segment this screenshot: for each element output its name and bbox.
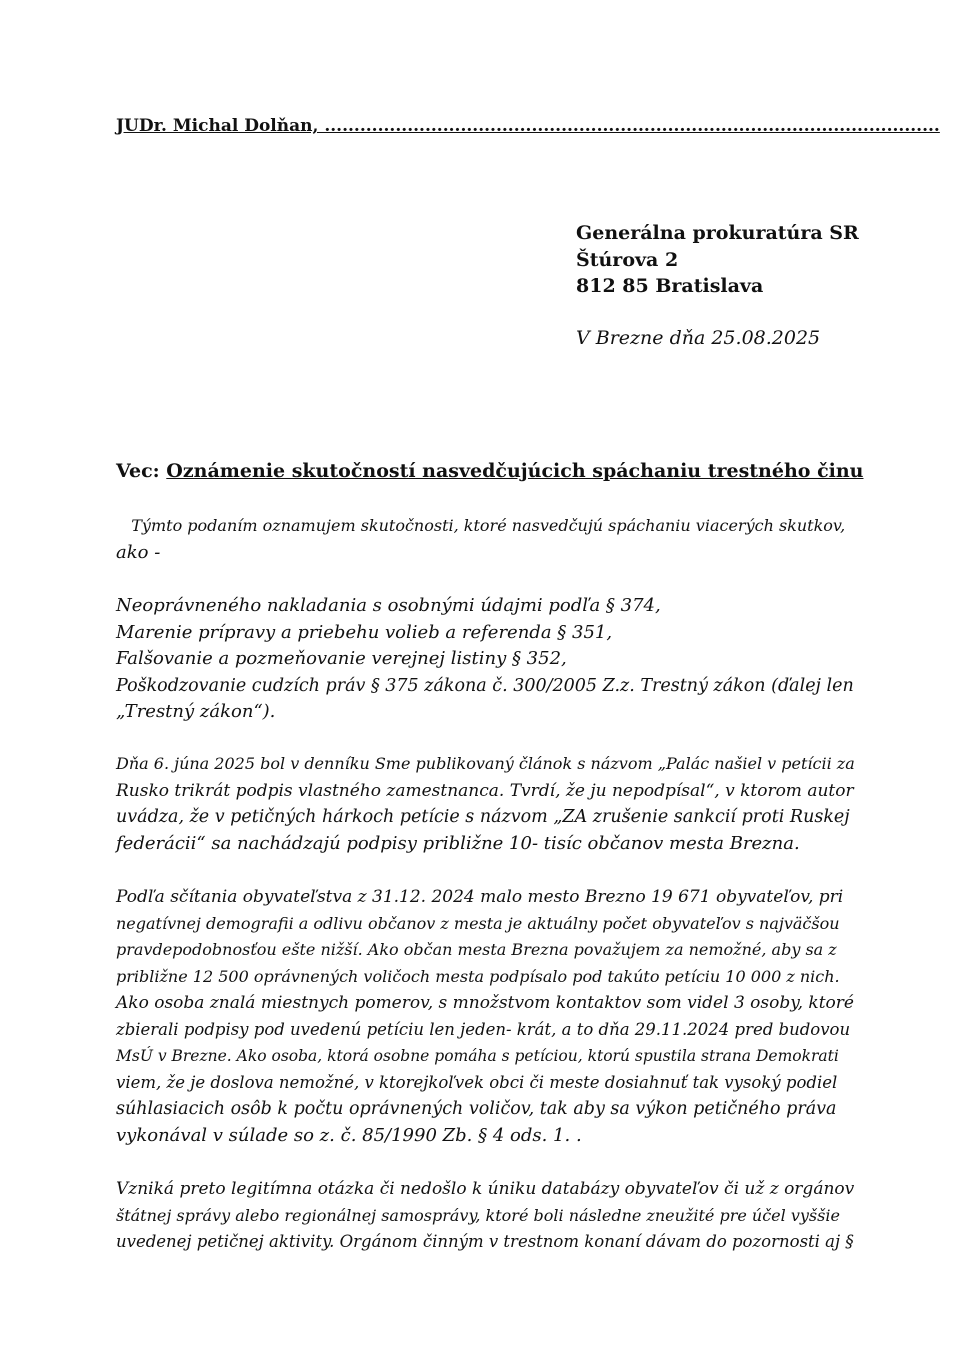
paragraph-database	[116, 1176, 856, 1256]
text-line: ako -	[116, 541, 161, 563]
offense-item: „Trestný zákon“).	[116, 701, 276, 722]
text-line: Týmto podaním oznamujem skutočnosti, ktoré nasvedčujú spáchaniu viacerých skutkov,	[116, 516, 846, 535]
text-line: Dňa 6. júna 2025 bol v denníku Sme publikovaný článok s názvom „Palác našiel v petícii za	[116, 754, 855, 773]
intro-paragraph	[116, 513, 856, 566]
text-line: Ako osoba znalá miestnych pomerov, s množstvom kontaktov som videl 3 osoby, ktoré	[116, 993, 854, 1013]
recipient-line: 812 85 Bratislava	[576, 275, 764, 297]
text-line: uvádza, že v petičných hárkoch petície s názvom „ZA zrušenie sankcií proti Ruskej	[116, 807, 850, 827]
recipient-address	[576, 220, 859, 300]
text-line: uvedenej petičnej aktivity. Orgánom činným v trestnom konaní dávam do pozornosti aj §	[116, 1232, 854, 1251]
text-line: pravdepodobnosťou ešte nižší. Ako občan mesta Brezna považujem za nemožné, aby sa z	[116, 940, 837, 959]
offenses-list	[116, 593, 856, 726]
text-line: zbierali podpisy pod uvedenú petíciu len jeden- krát, a to dňa 29.11.2024 pred budovou	[116, 1019, 851, 1039]
place-date: V Brezne dňa 25.08.2025	[576, 327, 821, 349]
paragraph-census	[116, 884, 856, 1149]
text-line: viem, že je doslova nemožné, v ktorejkoľvek obci či meste dosiahnuť tak vysoký podiel	[116, 1072, 838, 1092]
offense-item: Falšovanie a pozmeňovanie verejnej listiny § 352,	[116, 648, 567, 669]
paragraph-article	[116, 751, 856, 857]
text-line: federácii“ sa nachádzajú podpisy približne 10- tisíc občanov mesta Brezna.	[116, 832, 800, 854]
text-line: Rusko trikrát podpis vlastného zamestnanca. Tvrdí, že ju nepodpísal“, v ktorom autor	[116, 780, 854, 801]
subject-text: Oznámenie skutočností nasvedčujúcich spáchaniu trestného činu	[166, 460, 864, 482]
subject-label: Vec:	[116, 460, 167, 482]
sender-name: JUDr. Michal Dolňan, ........................................................................................................	[116, 116, 940, 136]
offense-item: Neoprávneného nakladania s osobnými údajmi podľa § 374,	[116, 595, 661, 616]
subject-line	[116, 460, 863, 482]
text-line: približne 12 500 oprávnených voličoch mesta podpísalo pod takúto petíciu 10 000 z nich.	[116, 966, 840, 986]
text-line: Vzniká preto legitímna otázka či nedošlo k úniku databázy obyvateľov či už z orgánov	[116, 1179, 855, 1199]
text-line: Podľa sčítania obyvateľstva z 31.12. 2024 malo mesto Brezno 19 671 obyvateľov, pri	[116, 887, 844, 907]
text-line: negatívnej demografii a odlivu občanov z mesta je aktuálny počet obyvateľov s najväčšou	[116, 913, 840, 933]
recipient-line: Štúrova 2	[576, 248, 679, 271]
offense-item: Marenie prípravy a priebehu volieb a referenda § 351,	[116, 621, 613, 643]
offense-item: Poškodzovanie cudzích práv § 375 zákona č. 300/2005 Z.z. Trestný zákon (ďalej len	[116, 675, 854, 696]
text-line: MsÚ v Brezne. Ako osoba, ktorá osobne pomáha s petíciou, ktorú spustila strana Demokrati	[116, 1047, 839, 1065]
text-line: štátnej správy alebo regionálnej samosprávy, ktoré boli následne zneužité pre účel vyššie	[116, 1205, 840, 1225]
recipient-line: Generálna prokuratúra SR	[576, 222, 859, 244]
text-line: súhlasiacich osôb k počtu oprávnených voličov, tak aby sa výkon petičného práva	[116, 1099, 837, 1119]
text-line: vykonával v súlade so z. č. 85/1990 Zb. § 4 ods. 1. .	[116, 1124, 582, 1146]
